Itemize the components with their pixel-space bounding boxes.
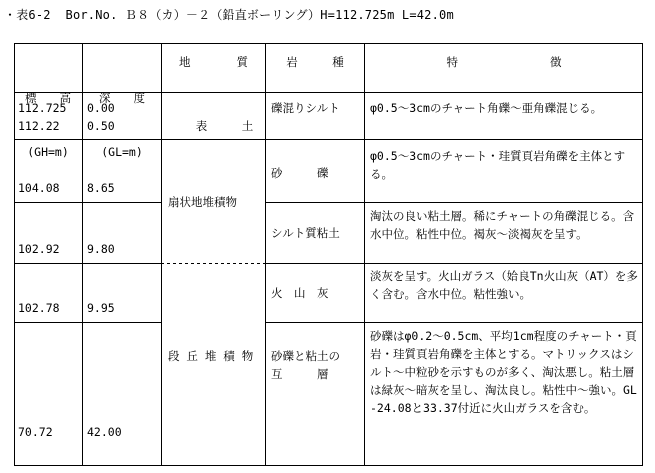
feature-text: φ0.5～3cmのチャート角礫～亜角礫混じる。 <box>370 101 603 115</box>
depth-value: 42.00 <box>87 425 122 439</box>
elevation-value: 102.78 <box>18 301 60 315</box>
rock-type: 砂礫と粘土の 互 層 <box>271 349 340 381</box>
rock-type: シルト質粘土 <box>271 226 340 240</box>
rock-type: 火 山 灰 <box>271 286 329 300</box>
depth-value: 0.00 0.50 <box>87 101 115 133</box>
feature-text: 砂礫はφ0.2～0.5cm、平均1cm程度のチャート・頁岩・珪質頁岩角礫を主体とする。マトリックスはシルト～中粒砂を示すものが多く、淘汰悪し。粘土層は緑灰～暗灰を呈し、淘汰良し。粘性中～強い。GL-24.08と33.37付近に火山ガラスを含む。 <box>370 329 637 415</box>
rock-type: 砂 礫 <box>271 166 329 180</box>
header-elevation: 標 高 (GH=m) <box>25 91 71 159</box>
header-features: 特 徴 <box>446 55 562 69</box>
depth-value: 9.80 <box>87 242 115 256</box>
boring-log-table <box>14 43 643 466</box>
header-depth: 深 度 (GL=m) <box>99 91 145 159</box>
elevation-value: 102.92 <box>18 242 60 256</box>
feature-text: φ0.5～3cmのチャート・珪質頁岩角礫を主体とする。 <box>370 149 626 181</box>
rock-type: 礫混りシルト <box>271 101 340 115</box>
geology-unit-fan-deposits: 扇状地堆積物 <box>168 195 237 209</box>
feature-text: 淡灰を呈す。火山ガラス（姶良Tn火山灰（AT）を多く含む。含水中位。粘性強い。 <box>370 269 638 301</box>
header-rock-type: 岩 種 <box>286 55 344 69</box>
geology-unit-topsoil: 表 土 <box>195 119 254 133</box>
elevation-value: 70.72 <box>18 425 53 439</box>
header-geology: 地 質 <box>179 55 248 69</box>
table-caption: ・表6-2 Bor.No. Ｂ８（カ）－２（鉛直ボーリング）H=112.725m L=42.0m <box>4 8 454 22</box>
depth-value: 8.65 <box>87 181 115 195</box>
depth-value: 9.95 <box>87 301 115 315</box>
elevation-value: 112.725 112.22 <box>18 101 67 133</box>
elevation-value: 104.08 <box>18 181 60 195</box>
feature-text: 淘汰の良い粘土層。稀にチャートの角礫混じる。含水中位。粘性中位。褐灰～淡褐灰を呈す。 <box>370 209 635 241</box>
geology-unit-terrace-deposits: 段 丘 堆 積 物 <box>168 349 254 363</box>
